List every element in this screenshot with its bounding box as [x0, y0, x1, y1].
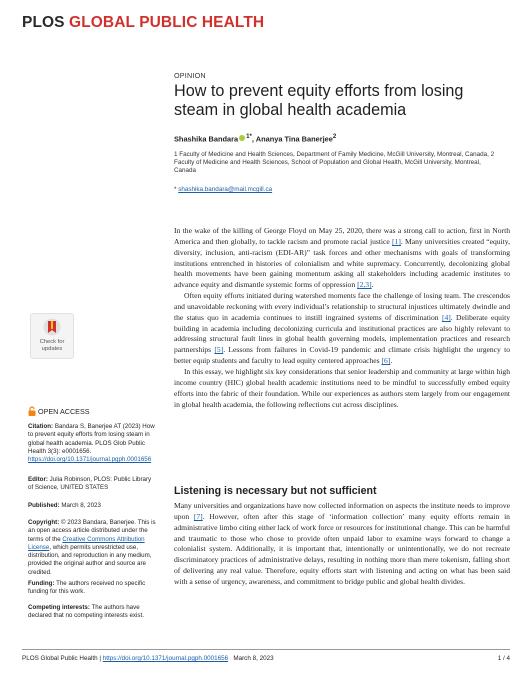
page-footer — [22, 655, 274, 662]
paragraph: Often equity efforts initiated during watershed moments face the challenge of losing team. The crescendos and unavoidable reckoning with every individual’s relationship to structural injustices ultimately dwindle and the status quo in academia continues to instill ingrained systems of discrimination [4]. Deliberate equity building in academia including decolonizing curricula and institutional practices are also highly relevant to addressing structural fault lines in global health governing models, implementation practices and research partnerships [5]. Lessons from failures in Covid-19 pandemic and climate crisis highlight the urgency to better equip students and faculty to lead equity centered approaches [6]. — [174, 291, 510, 366]
published-date: March 8, 2023 — [61, 502, 101, 509]
footer-journal: PLOS Global Public Health | — [22, 655, 103, 662]
citation-label: Citation: — [28, 423, 54, 430]
citation-text: Bandara S, Banerjee AT (2023) How to prevent equity efforts from losing steam in global health academia. PLOS Glob Public Health 3(3): e0001656. — [28, 423, 155, 455]
editor-text: Julia Robinson, PLOS: Public Library of Science, UNITED STATES — [28, 476, 152, 492]
paragraph: Many universities and organizations have now collected information on aspects the institute needs to improve upon [7]. However, often after this stage of ‘information collection’ many equity efforts remain in administrative limbo citing either lack of work force or resources for institutional change. This can be harmful and traumatic to those who chose to provide often unpaid labor to examine ways forward to change a colonialist system. Additionally, it is important that, intentionally or unintentionally, we do not recreate discriminatory practices of administrative delays, resulting in nothing more than mere tokenism, falling short of delivering any real value. Therefore, equity efforts start with listening and acting on what has been said with a sense of urgency, awareness, and commitment to bridge public and global health divides. — [174, 501, 510, 586]
reference-link[interactable]: [4] — [441, 312, 451, 322]
author-marks: 2 — [332, 133, 337, 140]
intro-body — [174, 226, 510, 410]
orcid-icon[interactable] — [239, 135, 245, 141]
citation-doi-link[interactable]: https://doi.org/10.1371/journal.pgph.0001656 — [28, 456, 152, 464]
footer-doi-link[interactable]: https://doi.org/10.1371/journal.pgph.0001656 — [102, 655, 229, 662]
badge-line: updates — [41, 346, 63, 352]
competing-interests-block — [28, 604, 156, 621]
badge-line: Check for — [39, 339, 65, 345]
funding-label: Funding: — [28, 580, 55, 587]
author-marks: 1* — [246, 133, 252, 140]
copyright-text: , which permits unrestricted use, distribution, and reproduction in any medium, provided the original author and source are credited. — [28, 543, 152, 576]
open-lock-icon — [28, 406, 36, 416]
citation-block — [28, 423, 156, 464]
editor-label: Editor: — [28, 476, 48, 483]
copyright-text: © 2023 Bandara, Banerjee. This is an open access article distributed under the terms of the — [28, 519, 156, 543]
paragraph: In this essay, we highlight six key considerations that senior leadership and community at large within high income country (HIC) global health academic institutions need to be mindful to successfully embed equity efforts into the fabric of their foundation. While our experiences as authors stem largely from our engagement in global health academia, the following reflections cut across disciplines. — [174, 366, 510, 409]
author-separator: , — [251, 134, 256, 144]
funding-text: The authors received no specific funding for this work. — [28, 580, 146, 596]
reference-link[interactable]: [1] — [392, 236, 401, 246]
section-label: OPINION — [174, 71, 206, 80]
journal-name: GLOBAL PUBLIC HEALTH — [69, 14, 265, 31]
bookmark-icon — [43, 318, 61, 336]
author-list — [174, 133, 336, 143]
copyright-block — [28, 519, 156, 577]
reference-link[interactable]: [7] — [193, 511, 203, 521]
author-name[interactable]: Shashika Bandara — [174, 134, 239, 144]
article-title: How to prevent equity efforts from losing steam in global health academia — [174, 82, 464, 119]
copyright-label: Copyright: — [28, 519, 60, 526]
corresponding-email — [174, 186, 272, 193]
open-access-label — [28, 406, 90, 416]
competing-interests-text: The authors have declared that no competing interests exist. — [28, 604, 144, 620]
editor-block — [28, 476, 156, 493]
open-access-text: OPEN ACCESS — [38, 407, 90, 416]
competing-interests-label: Competing interests: — [28, 604, 90, 611]
footer-date: March 8, 2023 — [228, 655, 274, 662]
affiliation: 1 Faculty of Medicine and Health Sciences, Department of Family Medicine, McGill University, Montreal, Canada, — [174, 151, 489, 158]
email-link[interactable]: shashika.bandara@mail.mcgill.ca — [178, 186, 273, 193]
reference-link[interactable]: [2,3] — [357, 280, 372, 290]
affiliations — [174, 151, 504, 176]
page-number: 1 / 4 — [497, 655, 510, 662]
journal-prefix: PLOS — [22, 14, 65, 31]
published-label: Published: — [28, 502, 60, 509]
funding-block — [28, 580, 156, 597]
reference-link[interactable]: [6] — [381, 356, 391, 366]
email-prefix: * — [174, 186, 179, 193]
license-link[interactable]: Creative Commons Attribution License — [28, 535, 145, 551]
paragraph: In the wake of the killing of George Floyd on May 25, 2020, there was a strong call to action, first in North America and then globally, to tackle racism and promote racial justice [1]. Many universities created “equity, diversity, inclusion, anti-racism (EDI-AR)” task forces and other mechanisms with goals of transforming institutions entrenched in histories of colonialism and white supremacy. Concurrently, decolonizing global health movements have been gaining momentum asking all stakeholders including academic institutes to advance equity and dismantle systemic forms of oppression [2,3]. — [174, 226, 510, 290]
affiliation: 2 Faculty of Medicine and Health Sciences, School of Population and Global Health, McGill University, Montreal, Canada — [174, 151, 495, 175]
footer-divider — [22, 649, 510, 650]
reference-link[interactable]: [5] — [214, 345, 224, 355]
published-block — [28, 502, 156, 510]
section-body — [174, 501, 510, 588]
author-name[interactable]: Ananya Tina Banerjee — [255, 134, 333, 144]
journal-masthead — [22, 14, 264, 32]
section-heading: Listening is necessary but not sufficient — [174, 485, 377, 497]
check-for-updates-badge[interactable] — [30, 313, 74, 359]
